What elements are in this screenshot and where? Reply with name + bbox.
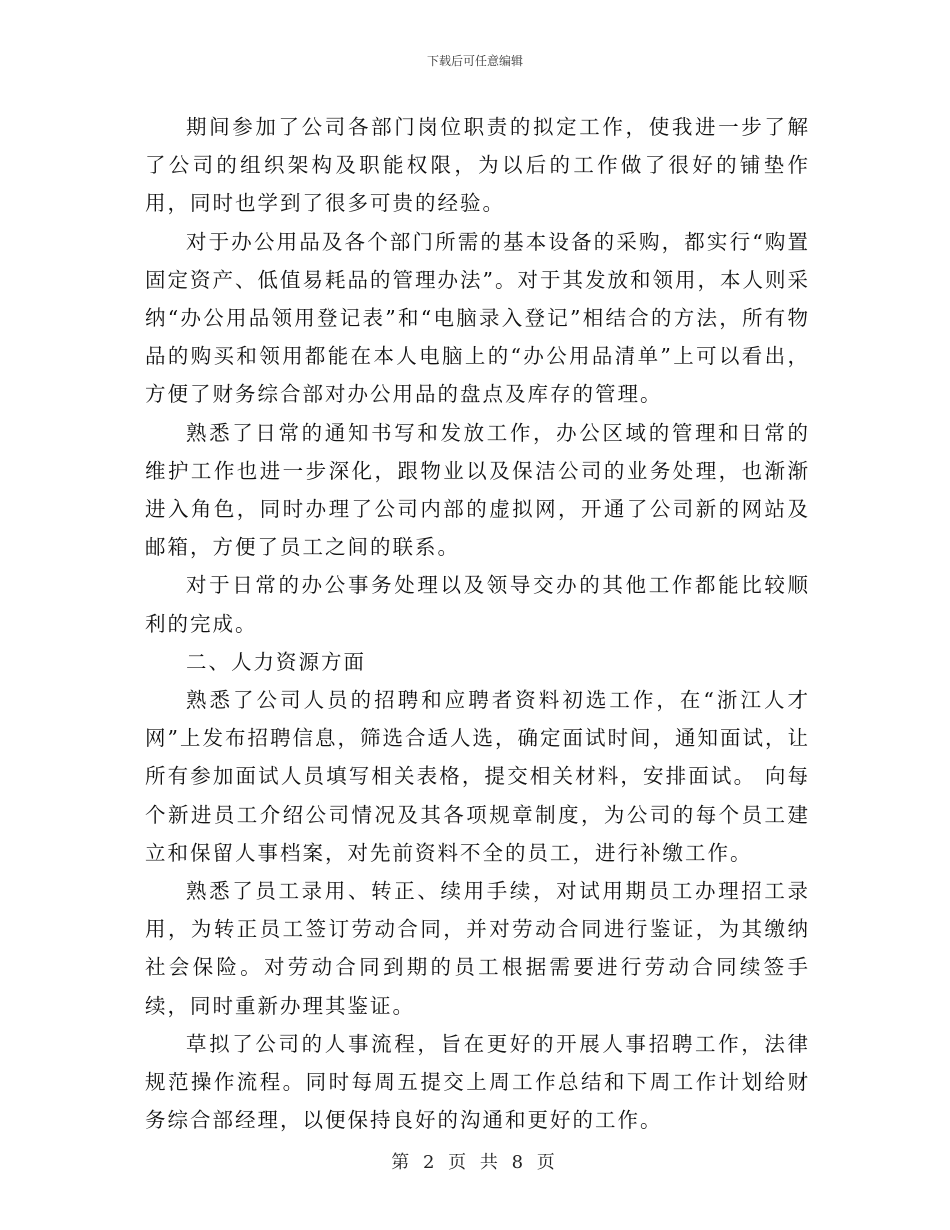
paragraph-notices-admin: 熟悉了日常的通知书写和发放工作，办公区域的管理和日常的维护工作也进一步深化，跟物业以及保洁公司的业务处理，也渐渐进入角色，同时办理了公司内部的虚拟网，开通了公司新的网站及邮箱，方便了员工之间的联系。 xyxy=(145,420,810,560)
paragraph-employment-procedures: 熟悉了员工录用、转正、续用手续，对试用期员工办理招工录用，为转正员工签订劳动合同，并对劳动合同进行鉴证，为其缴纳社会保险。对劳动合同到期的员工根据需要进行劳动合同续签手续，同时重新办理其鉴证。 xyxy=(145,879,810,1018)
section-heading-hr: 二、人力资源方面 xyxy=(186,649,366,674)
paragraph-recruitment: 熟悉了公司人员的招聘和应聘者资料初选工作，在“浙江人才网”上发布招聘信息，筛选合适人选，确定面试时间，通知面试，让所有参加面试人员填写相关表格，提交相关材料，安排面试。 向每个新进员工介绍公司情况及其各项规章制度，为公司的每个员工建立和保留人事档案，对先前资料不全的员工，进行补缴工作。 xyxy=(145,688,810,865)
paragraph-hr-process: 草拟了公司的人事流程，旨在更好的开展人事招聘工作，法律规范操作流程。同时每周五提交上周工作总结和下周工作计划给财务综合部经理，以便保持良好的沟通和更好的工作。 xyxy=(145,1031,810,1133)
paragraph-dept-duties: 期间参加了公司各部门岗位职责的拟定工作，使我进一步了解了公司的组织架构及职能权限，为以后的工作做了很好的铺垫作用，同时也学到了很多可贵的经验。 xyxy=(145,115,810,216)
paragraph-office-supplies: 对于办公用品及各个部门所需的基本设备的采购，都实行“购置固定资产、低值易耗品的管理办法”。对于其发放和领用，本人则采纳“办公用品领用登记表”和“电脑录入登记”相结合的方法，所有物品的购买和领用都能在本人电脑上的“办公用品清单”上可以看出，方便了财务综合部对办公用品的盘点及库存的管理。 xyxy=(145,229,810,407)
page-number: 第 2 页 共 8 页 xyxy=(391,1152,559,1173)
document-body xyxy=(145,108,810,1139)
page-header-note: 下载后可任意编辑 xyxy=(426,54,523,68)
paragraph-daily-affairs: 对于日常的办公事务处理以及领导交办的其他工作都能比较顺利的完成。 xyxy=(145,573,810,636)
